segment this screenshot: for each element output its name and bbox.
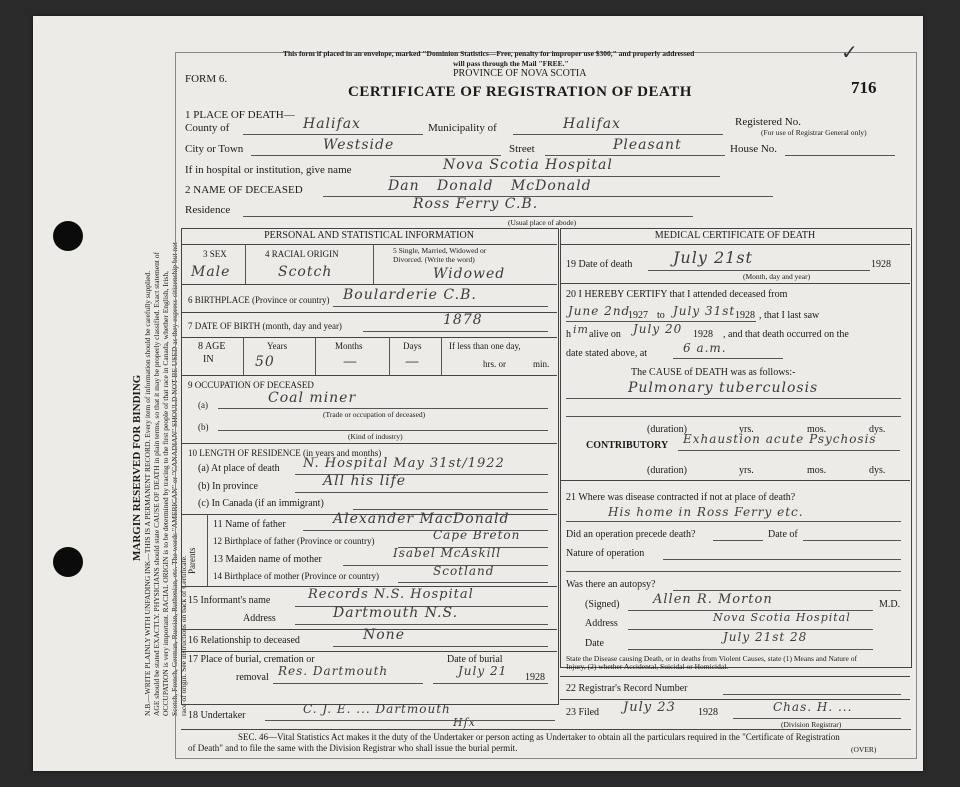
attended-from-year: 1927 [628,310,648,321]
violent-note-1: State the Disease causing Death, or in deaths from Violent Causes, state (1) Means and Nature of [566,654,857,663]
alive-on-year: 1928 [693,329,713,340]
relationship-label: 16 Relationship to deceased [188,635,300,646]
alive-pronoun-value: im [573,323,589,336]
burial-removal-label: removal [236,672,269,683]
contracted-value: His home in Ross Ferry etc. [608,505,804,519]
alive-on-value: July 20 [633,322,683,336]
sex-value: Male [191,264,231,280]
margin-instr-5: race of origin. See instructions on back of Certificate. [179,555,188,716]
municipality-value: Halifax [563,116,621,132]
operation-label: Did an operation precede death? [566,529,696,540]
at-place-label: (a) At place of death [198,463,280,474]
burial-place-value: Res. Dartmouth [278,664,389,678]
usual-place-note: (Usual place of abode) [508,218,577,227]
death-date-label: 19 Date of death [566,259,633,270]
burial-date-label: Date of burial [447,654,503,665]
death-date-year: 1928 [871,259,891,270]
father-birthplace-value: Cape Breton [433,528,521,542]
burial-year: 1928 [525,672,545,683]
father-value: Alexander MacDonald [333,511,510,527]
county-value: Halifax [303,116,361,132]
attended-from-value: June 2nd [568,304,631,318]
in-province-label: (b) In province [198,481,258,492]
death-date-note: (Month, day and year) [743,272,811,281]
occupation-label: 9 OCCUPATION OF DECEASED [188,380,314,390]
certificate-number: 716 [851,78,877,97]
medical-section-title: MEDICAL CERTIFICATE OF DEATH [654,230,816,241]
at-place-value: N. Hospital May 31st/1922 [303,456,505,471]
trade-note: (Trade or occupation of deceased) [323,410,426,419]
months-value: — [343,354,358,370]
violent-note-2: Injury, (2) whether Accidental, Suicidal or Homicidal. [566,662,729,671]
filed-year: 1928 [698,707,718,718]
in-province-value: All his life [323,473,407,489]
city-value: Westside [323,137,395,153]
deceased-name-label: 2 NAME OF DECEASED [185,184,303,196]
form-number: FORM 6. [185,73,228,85]
autopsy-label: Was there an autopsy? [566,579,656,590]
md-label: M.D. [879,599,901,610]
hrs-label: hrs. or [483,359,506,369]
margin-reserved-label: MARGIN RESERVED FOR BINDING [131,374,143,561]
registrar-note: (For use of Registrar General only) [761,128,867,137]
contributory-label: CONTRIBUTORY [586,440,669,451]
binding-hole-top [53,221,83,251]
less-than-day-label: If less than one day, [449,341,521,351]
contributory-value: Exhaustion acute Psychosis [683,432,877,446]
envelope-notice-2: will pass through the Mail "FREE." [453,59,569,68]
cause-value: Pulmonary tuberculosis [628,380,819,396]
margin-instr-1: N.B.—WRITE PLAINLY WITH UNFADING INK—THIS IS A PERMANENT RECORD. Every item of information should be carefully supplied. [143,270,152,716]
street-label: Street [509,143,535,155]
cause-dys-label: dys. [869,424,886,435]
physician-date-value: July 21st 28 [723,630,808,644]
min-label: min. [533,359,550,369]
last-saw-label: , that I last saw [759,310,820,321]
in-canada-label: (c) In Canada (if an immigrant) [198,498,324,509]
division-registrar-note: (Division Registrar) [781,720,842,729]
certificate-title: CERTIFICATE OF REGISTRATION OF DEATH [348,84,692,100]
footer-line-2: of Death" and to file the same with the Division Registrar who shall issue the burial permit. [188,743,518,753]
to-label: to [657,310,665,321]
house-no-label: House No. [730,143,778,155]
father-birthplace-label: 12 Birthplace of father (Province or country) [213,536,375,546]
physician-date-label: Date [585,638,604,649]
informant-address-value: Dartmouth N.S. [333,605,459,621]
attended-to-year: 1928 [735,310,755,321]
certify-label: 20 I HEREBY CERTIFY that I attended deceased from [566,289,788,300]
place-of-death-label: 1 PLACE OF DEATH— [185,109,295,121]
relationship-value: None [363,627,405,643]
alive-on-label: alive on [589,329,621,340]
envelope-notice: This form if placed in an envelope, marked "Dominion Statistics—Free, penalty for improper use $300," and properly addressed [283,49,695,58]
footer-over: (OVER) [851,745,877,754]
residence-length-label: 10 LENGTH OF RESIDENCE (in years and months) [188,448,382,458]
informant-label: 15 Informant's name [188,595,271,606]
undertaker-value: C. J. E. ... Dartmouth [303,702,451,716]
parents-label: Parents [187,547,197,574]
years-value: 50 [255,354,275,370]
deceased-name-value: Dan Donald McDonald [388,178,592,194]
burial-date-value: July 21 [458,664,508,678]
margin-instr-4: Scotch, French, German, Russian, Ruthenian, etc. The words "AMERICAN" or "CANADIAN" SHOULD NOT BE USED as they express citizenship but not [170,242,179,716]
contributory-yrs-label: yrs. [739,465,754,476]
racial-origin-label: 4 RACIAL ORIGIN [265,249,339,259]
residence-label: Residence [185,204,231,216]
municipality-label: Municipality of [428,122,497,134]
cause-yrs-label: yrs. [739,424,754,435]
marital-value: Widowed [433,266,506,282]
informant-address-label: Address [243,613,276,624]
occupation-value: Coal miner [268,390,357,406]
hospital-value: Nova Scotia Hospital [443,157,613,173]
county-label: County of [185,122,230,134]
date-stated-label: date stated above, at [566,348,648,359]
operation-date-label: Date of [768,529,798,540]
attended-to-value: July 31st [673,304,736,318]
alive-h-label: h [566,329,571,340]
days-value: — [405,354,420,370]
death-date-value: July 21st [673,248,753,267]
footer-line-1: SEC. 46—Vital Statistics Act makes it the duty of the Undertaker or person acting as Undertaker to obtain all the particulars required in the "Certificate of Registration [238,732,840,742]
industry-note: (Kind of industry) [348,432,403,441]
birthplace-value: Boularderie C.B. [343,287,477,303]
mother-value: Isabel McAskill [393,546,502,560]
personal-section-title: PERSONAL AND STATISTICAL INFORMATION [264,230,474,241]
mother-birthplace-value: Scotland [433,564,495,578]
hospital-label: If in hospital or institution, give name [185,164,352,176]
margin-instr-2: AGE should be stated EXACTLY. PHYSICIANS should state CAUSE OF DEATH in plain terms, so that it may be properly classified. Exact statement of [152,251,161,716]
cause-duration-label: (duration) [647,424,687,435]
cause-label: The CAUSE of DEATH was as follows:- [631,367,796,378]
death-occurred-label: , and that death occurred on the [723,329,849,340]
contributory-mos-label: mos. [807,465,827,476]
filed-label: 23 Filed [566,707,600,718]
physician-signature: Allen R. Morton [653,592,773,607]
undertaker-label: 18 Undertaker [188,710,246,721]
certificate-paper [33,16,923,771]
street-value: Pleasant [613,137,682,153]
dob-label: 7 DATE OF BIRTH (month, day and year) [188,321,342,331]
contracted-label: 21 Where was disease contracted if not at place of death? [566,492,796,503]
years-label: Years [267,341,288,351]
residence-value: Ross Ferry C.B. [413,196,539,212]
occupation-a-label: (a) [198,400,208,410]
binding-hole-bottom [53,547,83,577]
undertaker-sub-value: Hfx [453,716,476,729]
city-label: City or Town [185,143,244,155]
days-label: Days [403,341,422,351]
occupation-b-label: (b) [198,422,209,432]
registrar-record-label: 22 Registrar's Record Number [566,683,688,694]
birthplace-label: 6 BIRTHPLACE (Province or country) [188,295,330,305]
informant-value: Records N.S. Hospital [308,587,474,602]
burial-place-label: 17 Place of burial, cremation or [188,654,315,665]
mother-birthplace-label: 14 Birthplace of mother (Province or country) [213,571,379,581]
age-in-label: IN [203,354,214,365]
check-mark-icon: ✓ [841,42,858,64]
marital-label-1: 5 Single, Married, Widowed or [393,246,487,255]
province-heading: PROVINCE OF NOVA SCOTIA [453,68,587,79]
nature-operation-label: Nature of operation [566,548,645,559]
margin-instr-3: OCCUPATION is very important. RACIAL ORIGIN is to be determined by tracing to the first people of that race in Canada, whether English, Irish, [161,271,170,716]
contributory-duration-label: (duration) [647,465,687,476]
mother-label: 13 Maiden name of mother [213,554,322,565]
signed-label: (Signed) [585,599,620,610]
age-label: 8 AGE [198,341,226,352]
months-label: Months [335,341,363,351]
sex-label: 3 SEX [203,249,227,259]
dob-value: 1878 [443,312,483,328]
filed-value: July 23 [623,700,676,715]
contributory-dys-label: dys. [869,465,886,476]
marital-label-2: Divorced. (Write the word) [393,255,475,264]
physician-address-label: Address [585,618,618,629]
father-label: 11 Name of father [213,519,286,530]
division-registrar-signature: Chas. H. ... [773,700,853,714]
racial-origin-value: Scotch [278,264,333,280]
cause-mos-label: mos. [807,424,827,435]
physician-address-value: Nova Scotia Hospital [713,611,851,624]
death-time-value: 6 a.m. [683,341,727,355]
registered-no-label: Registered No. [735,116,801,128]
